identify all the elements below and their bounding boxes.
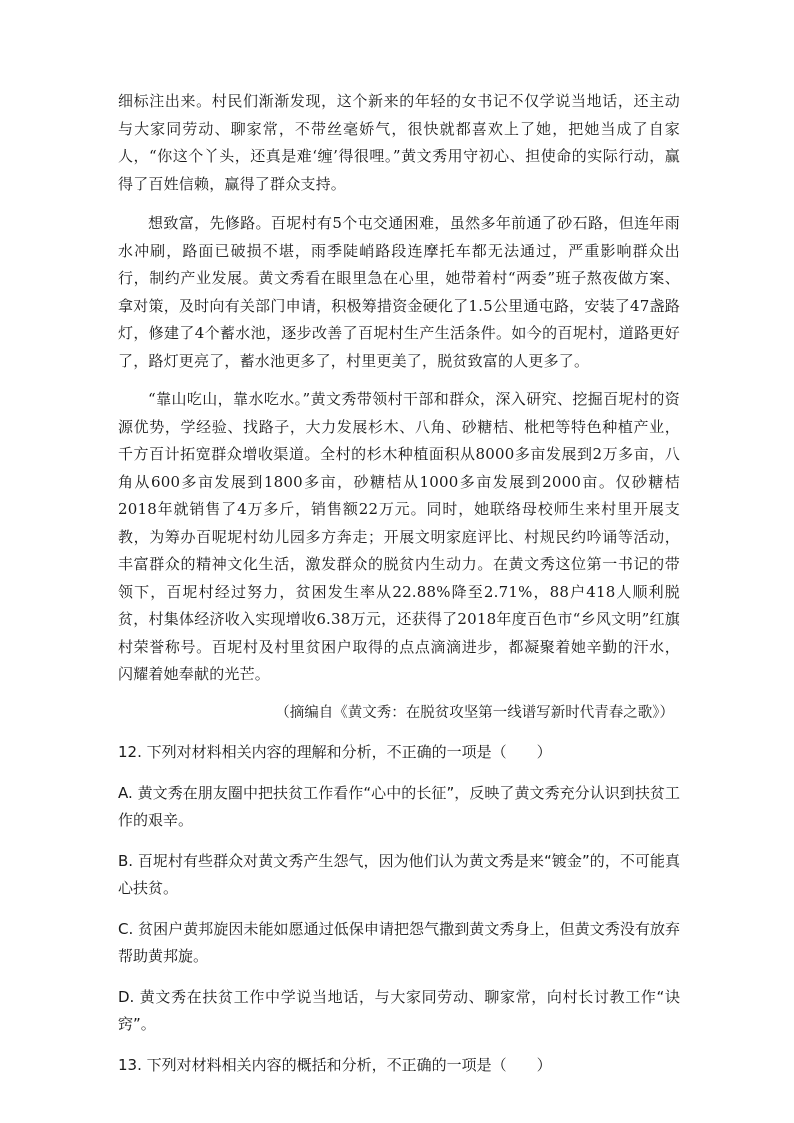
question-13	[118, 1052, 680, 1079]
option-b[interactable]: B. 百坭村有些群众对黄文秀产生怨气，因为他们认为黄文秀是来“镀金”的，不可能真心扶贫。	[118, 851, 680, 897]
article-paragraph-1: 细标注出来。村民们渐渐发现，这个新来的年轻的女书记不仅学说当地话，还主动与大家同劳动、聊家常，不带丝毫娇气，很快就都喜欢上了她，把她当成了自家人，“你这个丫头，还真是难‘缠’得很哩。”黄文秀用守初心、担使命的实际行动，赢得了百姓信赖，赢得了群众支持。	[118, 92, 680, 193]
option-a[interactable]: A. 黄文秀在朋友圈中把扶贫工作看作“心中的长征”，反映了黄文秀充分认识到扶贫工作的艰辛。	[118, 783, 680, 829]
question-stem: 12. 下列对材料相关内容的理解和分析，不正确的一项是（ ）	[118, 742, 552, 761]
option-d[interactable]: D. 黄文秀在扶贫工作中学说当地话，与大家同劳动、聊家常，向村长讨教工作“诀窍”。	[118, 987, 680, 1033]
question-stem: 13. 下列对材料相关内容的概括和分析，不正确的一项是（ ）	[118, 1055, 552, 1074]
option-c[interactable]: C. 贫困户黄邦旋因未能如愿通过低保申请把怨气撒到黄文秀身上，但黄文秀没有放弃帮助黄邦旋。	[118, 919, 680, 965]
article-paragraph-2: 想致富，先修路。百坭村有5个屯交通困难，虽然多年前通了砂石路，但连年雨水冲刷，路面已破损不堪，雨季陡峭路段连摩托车都无法通过，严重影响群众出行，制约产业发展。黄文秀看在眼里急在心里，她带着村“两委”班子熬夜做方案、拿对策，及时向有关部门申请，积极筹措资金硬化了1.5公里通屯路，安装了47盏路灯，修建了4个蓄水池，逐步改善了百坭村生产生活条件。如今的百坭村，道路更好了，路灯更亮了，蓄水池更多了，村里更美了，脱贫致富的人更多了。	[118, 214, 680, 370]
document-page	[118, 88, 680, 1093]
article-source: （摘编自《黄文秀：在脱贫攻坚第一线谱写新时代青春之歌》）	[275, 704, 674, 721]
article-paragraph-3: “靠山吃山，靠水吃水。”黄文秀带领村干部和群众，深入研究、挖掘百坭村的资源优势，学经验、找路子，大力发展杉木、八角、砂糖桔、枇杷等特色种植产业，千方百计拓宽群众增收渠道。全村的杉木种植面积从8000多亩发展到2万多亩，八角从600多亩发展到1800多亩，砂糖桔从1000多亩发展到2000亩。仅砂糖桔2018年就销售了4万多斤，销售额22万元。同时，她联络母校师生来村里开展支教，为筹办百呢坭村幼儿园多方奔走；开展文明家庭评比、村规民约吟诵等活动，丰富群众的精神文化生活，激发群众的脱贫内生动力。在黄文秀这位第一书记的带领下，百坭村经过努力，贫困发生率从22.88%降至2.71%，88户418人顺利脱贫，村集体经济收入实现增收6.38万元，还获得了2018年度百色市“乡风文明”红旗村荣誉称号。百坭村及村里贫困户取得的点点滴滴进步，都凝聚着她辛勤的汗水，闪耀着她奉献的光芒。	[118, 390, 680, 683]
question-12	[118, 739, 680, 1038]
